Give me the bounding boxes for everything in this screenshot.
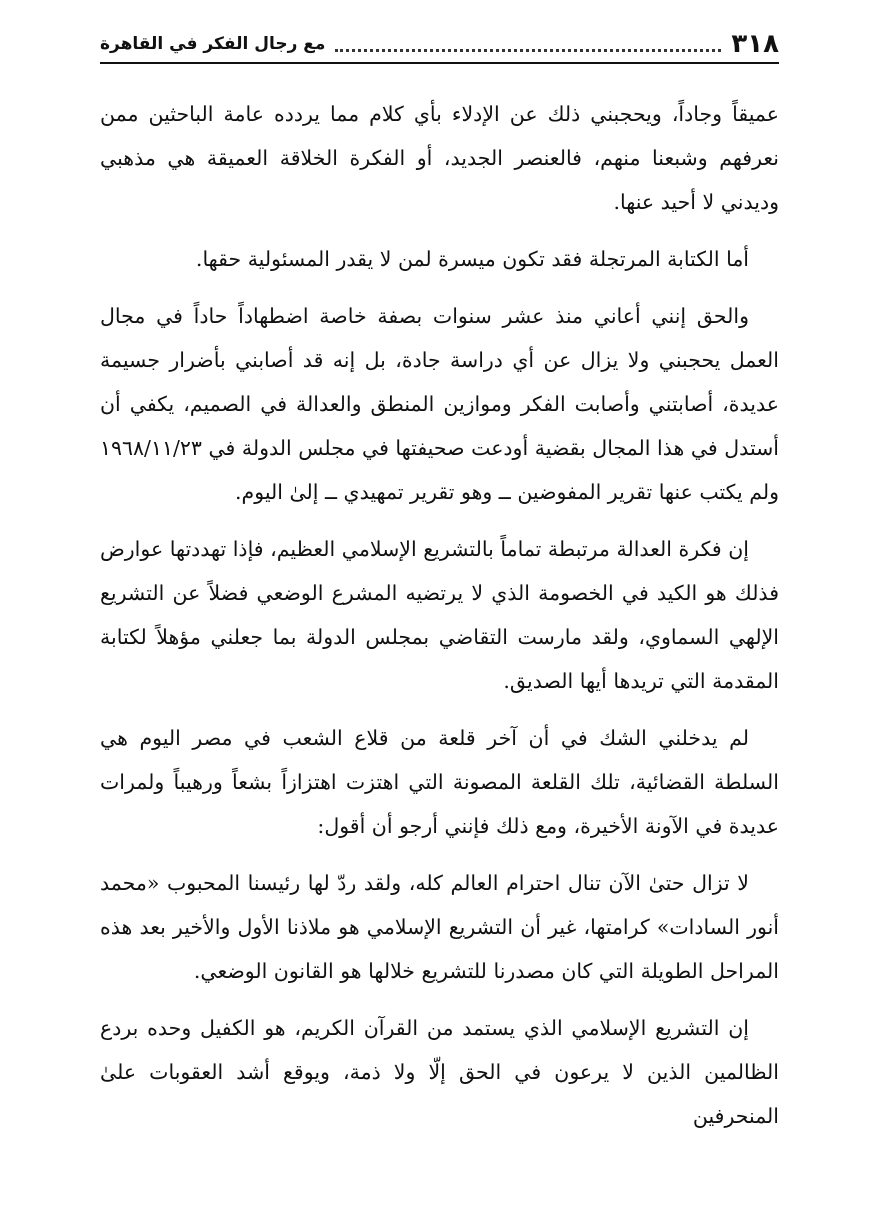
paragraph: إن فكرة العدالة مرتبطة تماماً بالتشريع الإسلامي العظيم، فإذا تهددتها عوارض فذلك هو الكيد في الخصومة الذي لا يرتضيه المشرع الوضعي فضلاً عن التشريع الإلهي السماوي، ولقد مارست التقاضي بمجلس الدولة بما جعلني مؤهلاً لكتابة المقدمة التي تريدها أيها الصديق. [100, 537, 779, 693]
paragraph: أما الكتابة المرتجلة فقد تكون ميسرة لمن لا يقدر المسئولية حقها. [195, 247, 749, 271]
paragraph: إن التشريع الإسلامي الذي يستمد من القرآن الكريم، هو الكفيل وحده بردع الظالمين الذين لا يرعون في الحق إلّا ولا ذمة، ويوقع أشد العقوبات علىٰ المنحرفين [100, 1016, 779, 1128]
paragraph: عميقاً وجاداً، ويحجبني ذلك عن الإدلاء بأي كلام مما يردده عامة الباحثين ممن نعرفهم وشبعنا منهم، فالعنصر الجديد، أو الفكرة الخلاقة العميقة هي مذهبي وديدني لا أحيد عنها. [100, 102, 779, 214]
paragraph: والحق إنني أعاني منذ عشر سنوات بصفة خاصة اضطهاداً حاداً في مجال العمل يحجبني ولا يزال عن أي دراسة جادة، بل إنه قد أصابني بأضرار جسيمة عديدة، أصابتني وأصابت الفكر وموازين المنطق والعدالة في الصميم، يكفي أن أستدل في هذا المجال بقضية أودعت صحيفتها في مجلس الدولة في ١٩٦٨/١١/٢٣ ولم يكتب عنها تقرير المفوضين ــ وهو تقرير تمهيدي ــ إلىٰ اليوم. [100, 304, 779, 504]
header-leader-dots [335, 48, 721, 52]
paragraph: لا تزال حتىٰ الآن تنال احترام العالم كله، ولقد ردّ لها رئيسنا المحبوب «محمد أنور السادات» كرامتها، غير أن التشريع الإسلامي هو ملاذنا الأول والأخير بعد هذه المراحل الطويلة التي كان مصدرنا للتشريع خلالها هو القانون الوضعي. [100, 871, 779, 983]
page-body [100, 92, 779, 1151]
paragraph: لم يدخلني الشك في أن آخر قلعة من قلاع الشعب في مصر اليوم هي السلطة القضائية، تلك القلعة المصونة التي اهتزت اهتزازاً بشعاً ورهيباً ولمرات عديدة في الآونة الأخيرة، ومع ذلك فإنني أرجو أن أقول: [100, 726, 779, 838]
page-header [100, 26, 779, 64]
running-title: مع رجال الفكر في القاهرة [100, 34, 326, 54]
page-number: ٣١٨ [731, 29, 779, 59]
